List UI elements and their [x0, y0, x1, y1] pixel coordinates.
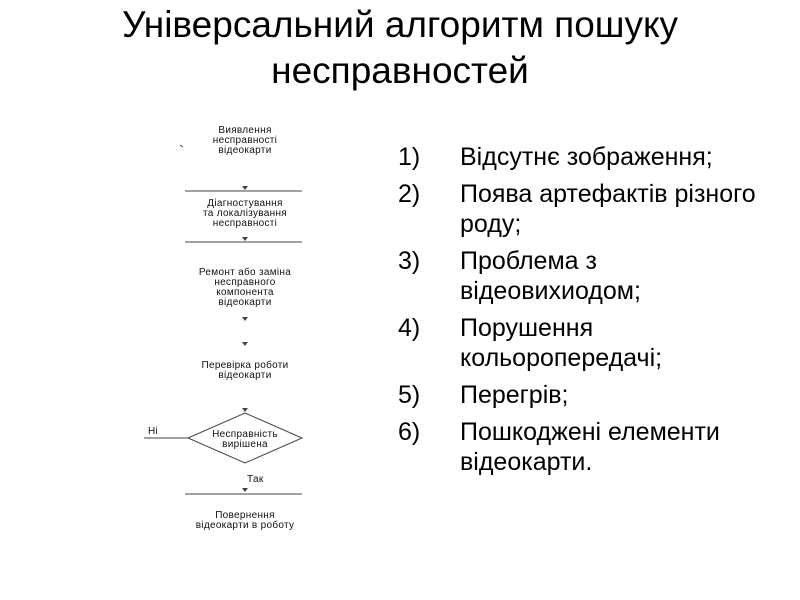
- list-item-text: Відсутнє зображення;: [460, 143, 713, 171]
- list-item: [398, 313, 798, 373]
- flow-no-label: Ні: [148, 426, 159, 437]
- list-item-text: Поява артефактів різного роду;: [460, 180, 756, 238]
- flowchart: [130, 120, 320, 540]
- list-item: [398, 380, 798, 410]
- flow-yes-label: Так: [247, 474, 264, 485]
- list-item: [398, 246, 798, 306]
- list-item-text: Порушення кольоропередачі;: [460, 314, 663, 372]
- flow-step-repair: Ремонт або заміна несправного компонента відеокарти: [198, 267, 292, 308]
- title-line-1: Універсальний алгоритм пошуку: [121, 4, 679, 45]
- start-mark: [180, 145, 183, 147]
- list-item-text: Проблема з відеовихиодом;: [460, 247, 641, 305]
- list-item-text: Перегрів;: [460, 381, 569, 409]
- flow-step-detect: Виявлення несправності відеокарти: [212, 125, 278, 156]
- flow-decision-text: Несправність вирішена: [212, 429, 278, 450]
- list-item: [398, 142, 798, 172]
- flow-step-check: Перевірка роботи відеокарти: [201, 360, 289, 381]
- list-item-number: 6): [398, 418, 421, 446]
- title-line-2: несправностей: [271, 50, 529, 91]
- list-item: [398, 179, 798, 239]
- flowchart-lines: [130, 120, 320, 540]
- list-item-number: 3): [398, 247, 421, 275]
- flow-step-return: Повернення відеокарти в роботу: [195, 510, 295, 531]
- list-item-number: 1): [398, 143, 421, 171]
- slide-title: [0, 2, 800, 94]
- list-item: [398, 417, 798, 477]
- flow-step-diagnose: Діагностування та локалізування несправності: [202, 198, 288, 229]
- list-item-number: 2): [398, 180, 421, 208]
- list-item-number: 4): [398, 314, 421, 342]
- list-item-text: Пошкоджені елементи відеокарти.: [460, 418, 720, 476]
- list-item-number: 5): [398, 381, 421, 409]
- reasons-list: [398, 142, 798, 484]
